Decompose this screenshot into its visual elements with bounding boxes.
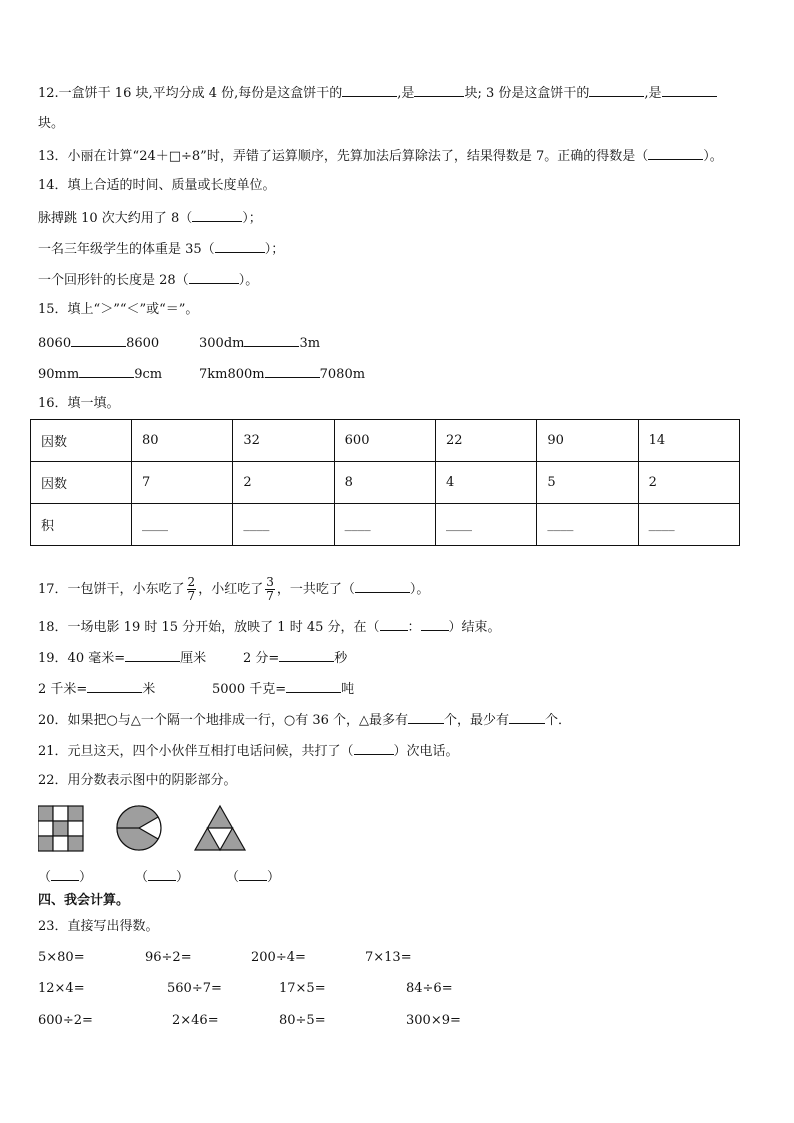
table-cell-blank[interactable]: ____ <box>638 504 739 546</box>
q22-blank-1[interactable] <box>51 868 79 881</box>
section-heading: 四、我会计算。 <box>38 893 130 908</box>
q15-item: 300dm 3m <box>199 336 321 351</box>
q14-blank-3[interactable] <box>189 271 239 284</box>
table-cell: 4 <box>435 462 536 504</box>
q13: 13．小丽在计算“24＋□÷8”时，弄错了运算顺序，先算加法后算除法了，结果得数是 7。正确的得数是（ ）。 <box>38 149 723 164</box>
q12-line2: 块。 <box>38 116 65 131</box>
q15-blank-1[interactable] <box>71 334 126 347</box>
table-row <box>31 420 740 462</box>
q19-item: 19．40 毫米= 厘米 <box>38 651 207 666</box>
q15-item: 7km800m 7080m <box>199 367 366 382</box>
q18: 18．一场电影 19 时 15 分开始，放映了 1 时 45 分，在（ ： ）结束。 <box>38 620 501 635</box>
q21-blank[interactable] <box>354 742 394 755</box>
table-cell: 32 <box>233 420 334 462</box>
calc-item: 7×13= <box>365 950 412 965</box>
table-cell-blank[interactable]: ____ <box>233 504 334 546</box>
calc-item: 300×9= <box>406 1013 461 1028</box>
fraction-3-7: $\frac{3}{7}$ <box>266 575 274 603</box>
table-cell-header: 因数 <box>31 462 132 504</box>
table-cell: 14 <box>638 420 739 462</box>
table-cell: 600 <box>334 420 435 462</box>
q14-title: 14．填上合适的时间、质量或长度单位。 <box>38 178 276 193</box>
q19-blank-1[interactable] <box>125 649 180 662</box>
q14-item: 一个回形针的长度是 28（ ）。 <box>38 273 259 288</box>
table-cell-blank[interactable]: ____ <box>334 504 435 546</box>
calc-item: 200÷4= <box>251 950 306 965</box>
table-cell-header: 因数 <box>31 420 132 462</box>
q22-answer: （ ） <box>226 870 281 885</box>
q18-blank-hour[interactable] <box>380 618 408 631</box>
q15-blank-2[interactable] <box>244 334 299 347</box>
table-cell-blank[interactable]: ____ <box>537 504 638 546</box>
table-cell: 80 <box>132 420 233 462</box>
table-cell: 5 <box>537 462 638 504</box>
q22-blank-2[interactable] <box>148 868 176 881</box>
q15-item: 90mm 9cm <box>38 367 163 382</box>
q12-blank-2[interactable] <box>414 84 464 97</box>
q13-blank[interactable] <box>648 147 703 160</box>
q14-blank-2[interactable] <box>215 240 265 253</box>
q16-title: 16．填一填。 <box>38 396 120 411</box>
q14-item: 一名三年级学生的体重是 35（ ）； <box>38 242 285 257</box>
q23-title: 23．直接写出得数。 <box>38 919 159 934</box>
q17-blank[interactable] <box>355 580 410 593</box>
triangle-figure <box>195 806 245 850</box>
circle-figure <box>117 806 161 850</box>
calc-item: 600÷2= <box>38 1013 93 1028</box>
q15-item: 8060 8600 <box>38 336 160 351</box>
calc-item: 560÷7= <box>167 981 222 996</box>
table-cell-header: 积 <box>31 504 132 546</box>
q19-item: 5000 千克= 吨 <box>212 682 355 697</box>
table-cell-blank[interactable]: ____ <box>435 504 536 546</box>
calc-item: 17×5= <box>279 981 326 996</box>
table-cell: 7 <box>132 462 233 504</box>
grid-square-figure <box>38 806 83 851</box>
q12-blank-3[interactable] <box>589 84 644 97</box>
table-cell: 90 <box>537 420 638 462</box>
q19-blank-4[interactable] <box>286 680 341 693</box>
table-cell: 22 <box>435 420 536 462</box>
q22-blank-3[interactable] <box>239 868 267 881</box>
factor-table <box>30 419 740 546</box>
calc-item: 84÷6= <box>406 981 453 996</box>
q12-blank-4[interactable] <box>662 84 717 97</box>
fraction-2-7: $\frac{2}{7}$ <box>187 575 196 603</box>
q20-blank-1[interactable] <box>408 711 444 724</box>
calc-item: 80÷5= <box>279 1013 326 1028</box>
table-cell: 2 <box>638 462 739 504</box>
q22-figures <box>38 804 268 854</box>
q17: 17．一包饼干，小东吃了 $\frac{2}{7}$ ，小红吃了 $\frac{3}{7}$ ，一共吃了（ ）。 <box>38 575 430 603</box>
q21: 21．元旦这天，四个小伙伴互相打电话问候，共打了（ ）次电话。 <box>38 744 459 759</box>
calc-item: 96÷2= <box>145 950 192 965</box>
calc-item: 5×80= <box>38 950 85 965</box>
q12-blank-1[interactable] <box>342 84 397 97</box>
q12-line1: 12.一盒饼干 16 块,平均分成 4 份,每份是这盒饼干的 ,是 块; 3 份是这盒饼干的 ,是 <box>38 84 717 102</box>
q19-blank-2[interactable] <box>279 649 334 662</box>
table-cell: 8 <box>334 462 435 504</box>
q15-blank-4[interactable] <box>265 365 320 378</box>
q19-item: 2 分= 秒 <box>243 651 348 666</box>
table-row <box>31 462 740 504</box>
q22-answer: （ ） <box>135 870 190 885</box>
table-row <box>31 504 740 546</box>
table-cell-blank[interactable]: ____ <box>132 504 233 546</box>
q19-item: 2 千米= 米 <box>38 682 156 697</box>
table-cell: 2 <box>233 462 334 504</box>
q14-item: 脉搏跳 10 次大约用了 8（ ）； <box>38 211 262 226</box>
q19-blank-3[interactable] <box>87 680 142 693</box>
calc-item: 12×4= <box>38 981 85 996</box>
q15-blank-3[interactable] <box>79 365 134 378</box>
q18-blank-minute[interactable] <box>421 618 449 631</box>
q20: 20．如果把○与△一个隔一个地排成一行，○有 36 个，△最多有 个，最少有 个． <box>38 713 572 728</box>
q22-answer: （ ） <box>38 870 93 885</box>
calc-item: 2×46= <box>172 1013 219 1028</box>
q15-title: 15．填上“＞”“＜”或“＝”。 <box>38 302 199 317</box>
q22-title: 22．用分数表示图中的阴影部分。 <box>38 773 237 788</box>
q14-blank-1[interactable] <box>192 209 242 222</box>
q20-blank-2[interactable] <box>509 711 545 724</box>
